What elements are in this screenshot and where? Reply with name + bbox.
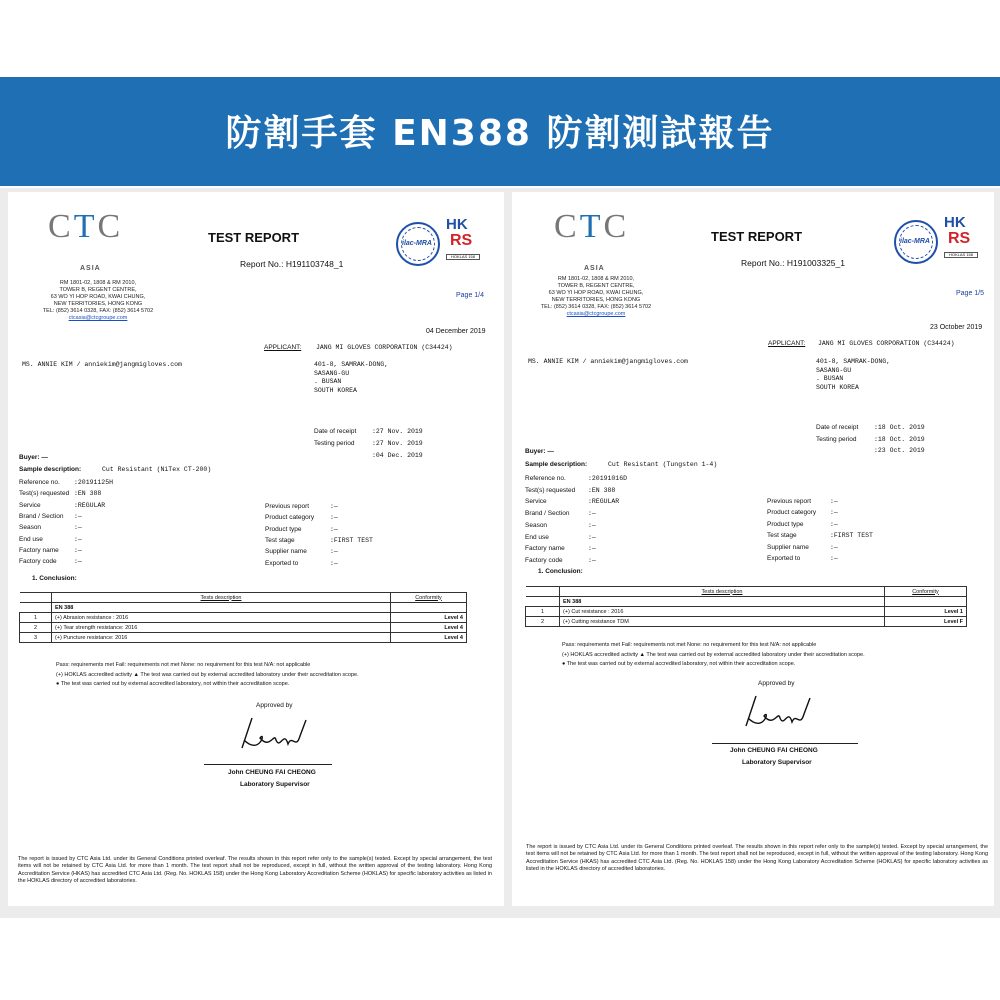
report-number: Report No.: H191003325_1 bbox=[741, 258, 845, 268]
field-label: Season bbox=[525, 521, 548, 529]
field-label: End use bbox=[525, 533, 549, 541]
applicant-name: JANG MI GLOVES CORPORATION (C34424) bbox=[818, 340, 955, 347]
ctc-logo: CTC bbox=[554, 208, 630, 245]
conclusion-heading: 1. Conclusion: bbox=[32, 575, 77, 582]
sample-label: Sample description: bbox=[525, 461, 588, 468]
field-value: :— bbox=[830, 498, 838, 505]
date-value: :23 Oct. 2019 bbox=[874, 447, 925, 454]
field-value: :FIRST TEST bbox=[830, 532, 873, 540]
results-table bbox=[525, 586, 967, 627]
contact: MS. ANNIE KIM / anniekim@jangmigloves.com bbox=[22, 361, 182, 368]
ctc-region: ASIA bbox=[584, 265, 605, 272]
approved-by: Approved by bbox=[758, 680, 795, 687]
field-label: Test stage bbox=[767, 532, 797, 540]
ilac-mra-seal-icon: ilac-MRA bbox=[894, 220, 938, 264]
signature-line bbox=[712, 743, 858, 744]
date-value: :04 Dec. 2019 bbox=[372, 452, 423, 459]
field-value: :— bbox=[74, 535, 82, 543]
col-header: Conformity bbox=[391, 593, 467, 603]
test-report-1 bbox=[8, 192, 504, 906]
legend: (+) HOKLAS accredited activity ▲ The test was carried out by external accredited laboratory under their accreditation scope. bbox=[56, 672, 359, 678]
date-value: :27 Nov. 2019 bbox=[372, 428, 423, 435]
field-value: :— bbox=[588, 533, 596, 541]
field-label: Season bbox=[19, 524, 42, 532]
field-value: :REGULAR bbox=[74, 501, 106, 509]
sample-description: Cut Resistant (NiTex CT-200) bbox=[102, 466, 212, 473]
field-value: :— bbox=[588, 556, 596, 564]
buyer: Buyer: — bbox=[525, 448, 554, 455]
applicant-name: JANG MI GLOVES CORPORATION (C34424) bbox=[316, 344, 453, 351]
lab-address: RM 1801-02, 1808 & RM 2010, TOWER B, REGENT CENTRE, 63 WO YI HOP ROAD, KWAI CHUNG, NEW TERRITORIES, HONG KONG TEL: (852) 3614 0328, FAX: (852) 3614 5702 ctcasia@ctcgroupe.com bbox=[18, 280, 178, 322]
email-link[interactable]: ctcasia@ctcgroupe.com bbox=[68, 315, 128, 321]
field-value: :EN 388 bbox=[74, 490, 102, 498]
buyer: Buyer: — bbox=[19, 454, 48, 461]
field-value: :— bbox=[330, 503, 338, 510]
signer-name: John CHEUNG FAI CHEONG bbox=[228, 769, 316, 776]
date-value: :27 Nov. 2019 bbox=[372, 440, 423, 447]
field-label: Factory code bbox=[525, 556, 563, 564]
table-row: 2 (+) Cutting resistance TDM Level F bbox=[526, 617, 967, 627]
test-report-2 bbox=[512, 192, 994, 906]
col-header: Tests description bbox=[560, 587, 885, 597]
field-value: :— bbox=[74, 558, 82, 566]
approved-by: Approved by bbox=[256, 702, 293, 709]
legend: Pass: requirements met Fail: requirements not met None: no requirement for this test N/A: not applicable bbox=[562, 642, 817, 648]
field-value: :— bbox=[830, 509, 838, 517]
date-value: :18 Oct. 2019 bbox=[874, 436, 925, 443]
date-label: Date of receipt bbox=[314, 428, 357, 435]
footer-note: The report is issued by CTC Asia Ltd. under its General Conditions printed overleaf. The results shown in this report refer only to the sample(s) tested. Except by special arrangement, the test items will not be retained by CTC Asia Ltd. for more than 1 month. The test report shall not be reproduced, except in full, without the written approval of the testing laboratory. Hong Kong Accreditation Service (HKAS) has accredited CTC Asia Ltd. (Reg. No. HOKLAS 158) under the Hong Kong Laboratory Accreditation Scheme (HOKLAS) for specific laboratory activities as listed in the HOKLAS directory of accredited laboratories. bbox=[526, 844, 988, 872]
sample-label: Sample description: bbox=[19, 466, 82, 473]
field-label: Test(s) requested bbox=[525, 486, 576, 494]
field-label: Product type bbox=[265, 525, 302, 533]
field-label: Factory name bbox=[19, 546, 59, 554]
hokla-mark-icon: HK RS HOKLAS 158 bbox=[944, 216, 980, 266]
field-label: Service bbox=[525, 498, 547, 506]
table-row: 1 (+) Abrasion resistance : 2016 Level 4 bbox=[20, 613, 467, 623]
legend: ● The test was carried out by external accredited laboratory, not within their accreditation scope. bbox=[56, 681, 290, 687]
date-label: Testing period bbox=[314, 440, 355, 447]
field-value: :EN 388 bbox=[588, 486, 616, 494]
legend: (+) HOKLAS accredited activity ▲ The test was carried out by external accredited laboratory under their accreditation scope. bbox=[562, 652, 865, 658]
field-value: :— bbox=[830, 520, 838, 528]
field-value: :— bbox=[588, 545, 596, 553]
legend: Pass: requirements met Fail: requirements not met None: no requirement for this test N/A: not applicable bbox=[56, 662, 311, 668]
lab-address: RM 1801-02, 1808 & RM 2010, TOWER B, REGENT CENTRE, 63 WO YI HOP ROAD, KWAI CHUNG, NEW TERRITORIES, HONG KONG TEL: (852) 3614 0328, FAX: (852) 3614 5702 ctcasia@ctcgroupe.com bbox=[516, 276, 676, 318]
field-label: Test(s) requested bbox=[19, 490, 70, 498]
contact: MS. ANNIE KIM / anniekim@jangmigloves.com bbox=[528, 358, 688, 365]
field-label: Product category bbox=[767, 509, 817, 517]
field-value: :— bbox=[830, 555, 838, 562]
field-label: Supplier name bbox=[265, 548, 307, 556]
table-row: 3 (+) Puncture resistance: 2016 Level 4 bbox=[20, 633, 467, 643]
field-value: :— bbox=[330, 514, 338, 522]
applicant-address: 401-8, SAMRAK-DONG, SASANG-GU . BUSAN SOUTH KOREA bbox=[314, 361, 389, 394]
field-value: :— bbox=[330, 525, 338, 533]
date-label: Testing period bbox=[816, 436, 857, 443]
field-value: :FIRST TEST bbox=[330, 536, 373, 544]
report-title: TEST REPORT bbox=[208, 230, 300, 245]
field-value: :— bbox=[588, 521, 596, 529]
field-label: Previous report bbox=[767, 498, 812, 505]
field-label: Factory name bbox=[525, 545, 565, 553]
field-label: Supplier name bbox=[767, 543, 809, 551]
field-value: :— bbox=[330, 548, 338, 556]
field-label: End use bbox=[19, 535, 43, 543]
table-row: 2 (+) Tear strength resistance: 2016 Level 4 bbox=[20, 623, 467, 633]
field-value: :20191125H bbox=[74, 479, 114, 486]
date-value: :18 Oct. 2019 bbox=[874, 424, 925, 431]
field-label: Exported to bbox=[265, 559, 299, 567]
conclusion-heading: 1. Conclusion: bbox=[538, 568, 583, 575]
signature-line bbox=[204, 764, 332, 765]
field-label: Reference no. bbox=[525, 475, 566, 482]
ctc-region: ASIA bbox=[80, 265, 101, 272]
field-label: Factory code bbox=[19, 558, 57, 566]
col-header: Conformity bbox=[885, 587, 967, 597]
signature bbox=[230, 710, 326, 762]
test-group: EN 388 bbox=[52, 603, 391, 613]
results-table bbox=[19, 592, 467, 643]
applicant-label: APPLICANT: bbox=[264, 344, 302, 351]
field-value: :— bbox=[74, 524, 82, 532]
sample-description: Cut Resistant (Tungsten 1-4) bbox=[608, 461, 718, 468]
signer-role: Laboratory Supervisor bbox=[742, 759, 812, 766]
field-label: Exported to bbox=[767, 555, 801, 562]
test-group: EN 388 bbox=[560, 597, 885, 607]
field-label: Brand / Section bbox=[525, 510, 570, 518]
applicant-address: 401-8, SAMRAK-DONG, SASANG-GU . BUSAN SOUTH KOREA bbox=[816, 358, 891, 391]
field-label: Test stage bbox=[265, 536, 295, 544]
report-title: TEST REPORT bbox=[711, 229, 803, 244]
table-row: 1 (+) Cut resistance : 2016 Level 1 bbox=[526, 607, 967, 617]
field-value: :— bbox=[588, 510, 596, 518]
field-value: :REGULAR bbox=[588, 498, 620, 506]
hokla-mark-icon: HK RS HOKLAS 158 bbox=[446, 218, 482, 268]
page-number: Page 1/5 bbox=[956, 290, 985, 297]
date-label: Date of receipt bbox=[816, 424, 859, 431]
field-value: :— bbox=[330, 559, 338, 567]
legend: ● The test was carried out by external accredited laboratory, not within their accreditation scope. bbox=[562, 661, 796, 667]
field-label: Previous report bbox=[265, 503, 310, 510]
applicant-label: APPLICANT: bbox=[768, 340, 806, 347]
page-number: Page 1/4 bbox=[456, 292, 485, 299]
ilac-mra-seal-icon: ilac-MRA bbox=[396, 222, 440, 266]
field-value: :— bbox=[74, 546, 82, 554]
footer-note: The report is issued by CTC Asia Ltd. under its General Conditions printed overleaf. The results shown in this report refer only to the sample(s) tested. Except by special arrangement, the test items will not be retained by CTC Asia Ltd. for more than 1 month. The test report shall not be reproduced, except in full, without the written approval of the testing laboratory. Hong Kong Accreditation Service (HKAS) has accredited CTC Asia Ltd. (Reg. No. HOKLAS 158) under the Hong Kong Laboratory Accreditation Scheme (HOKLAS) for specific laboratory activities as listed in the HOKLAS directory of accredited laboratories. bbox=[18, 856, 492, 884]
page-title: 防割手套 EN388 防割測試報告 bbox=[225, 113, 775, 154]
email-link[interactable]: ctcasia@ctcgroupe.com bbox=[566, 311, 626, 317]
col-header: Tests description bbox=[52, 593, 391, 603]
field-label: Product type bbox=[767, 520, 804, 528]
report-number: Report No.: H191103748_1 bbox=[240, 259, 344, 269]
field-label: Product category bbox=[265, 514, 315, 522]
field-value: :— bbox=[74, 512, 82, 520]
field-label: Service bbox=[19, 501, 41, 509]
field-label: Brand / Section bbox=[19, 512, 64, 520]
field-value: :20191016D bbox=[588, 475, 628, 482]
report-date: 04 December 2019 bbox=[426, 328, 486, 335]
signature bbox=[734, 688, 830, 740]
report-date: 23 October 2019 bbox=[930, 324, 983, 331]
field-value: :— bbox=[830, 543, 838, 551]
ctc-logo: CTC bbox=[48, 208, 124, 245]
signer-role: Laboratory Supervisor bbox=[240, 781, 310, 788]
field-label: Reference no. bbox=[19, 479, 60, 486]
signer-name: John CHEUNG FAI CHEONG bbox=[730, 747, 818, 754]
